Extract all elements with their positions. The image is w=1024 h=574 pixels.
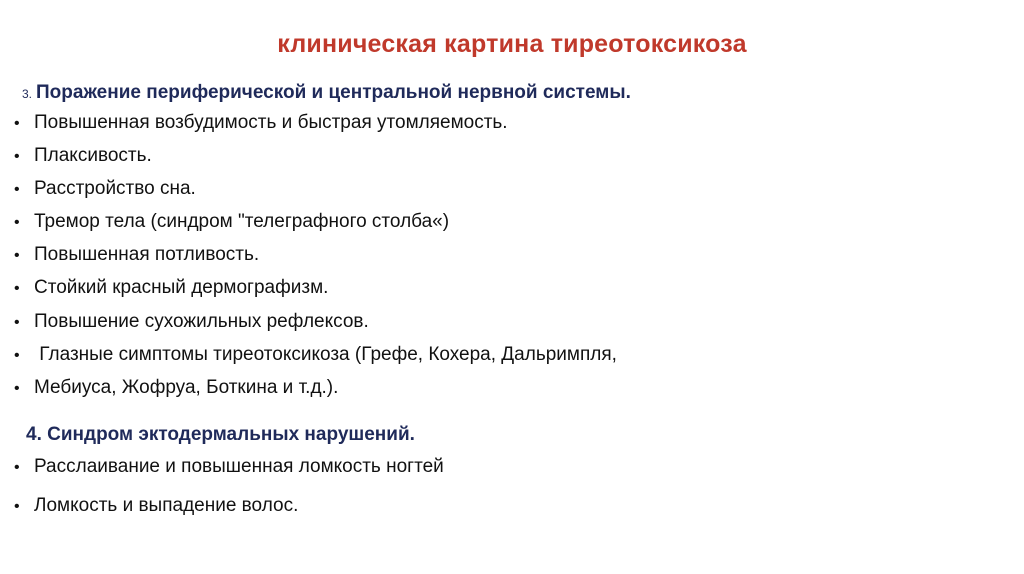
list-item: [14, 112, 508, 134]
list-item-text: Расслаивание и повышенная ломкость ногтей: [34, 456, 444, 477]
bullet-icon: •: [14, 115, 20, 132]
list-item-text: Расстройство сна.: [34, 178, 196, 199]
list-item: [14, 377, 338, 399]
list-item-text: Повышенная потливость.: [34, 244, 260, 265]
section-3-heading: [22, 82, 631, 104]
list-item: [14, 211, 449, 233]
bullet-icon: •: [14, 148, 20, 165]
list-item: [14, 311, 369, 333]
list-item-text: Тремор тела (синдром "телеграфного столба«): [34, 211, 450, 232]
list-item-text: Ломкость и выпадение волос.: [34, 495, 299, 516]
bullet-icon: •: [14, 214, 20, 231]
list-item: [14, 495, 298, 517]
list-item-text: Стойкий красный дермографизм.: [34, 277, 329, 298]
bullet-icon: •: [14, 498, 20, 515]
list-item: [14, 244, 259, 266]
list-item: [14, 178, 196, 200]
bullet-icon: •: [14, 459, 20, 476]
bullet-icon: •: [14, 247, 20, 264]
section-3-title: Поражение периферической и центральной нервной системы.: [36, 82, 631, 103]
list-item-text: Глазные симптомы тиреотоксикоза (Грефе, Кохера, Дальримпля,: [34, 344, 617, 365]
section-3-number: 3.: [22, 87, 33, 101]
list-item: [14, 456, 444, 478]
list-item: [14, 344, 617, 366]
list-item-text: Плаксивость.: [34, 145, 152, 166]
list-item: [14, 145, 152, 167]
bullet-icon: •: [14, 181, 20, 198]
bullet-icon: •: [14, 314, 20, 331]
slide-title: клиническая картина тиреотоксикоза: [277, 30, 747, 58]
list-item-text: Мебиуса, Жофруа, Боткина и т.д.).: [34, 377, 339, 398]
bullet-icon: •: [14, 280, 20, 297]
bullet-icon: •: [14, 347, 20, 364]
list-item-text: Повышенная возбудимость и быстрая утомляемость.: [34, 112, 508, 133]
section-4-heading: 4. Синдром эктодермальных нарушений.: [26, 424, 415, 445]
list-item: [14, 277, 328, 299]
bullet-icon: •: [14, 380, 20, 397]
list-item-text: Повышение сухожильных рефлексов.: [34, 311, 369, 332]
